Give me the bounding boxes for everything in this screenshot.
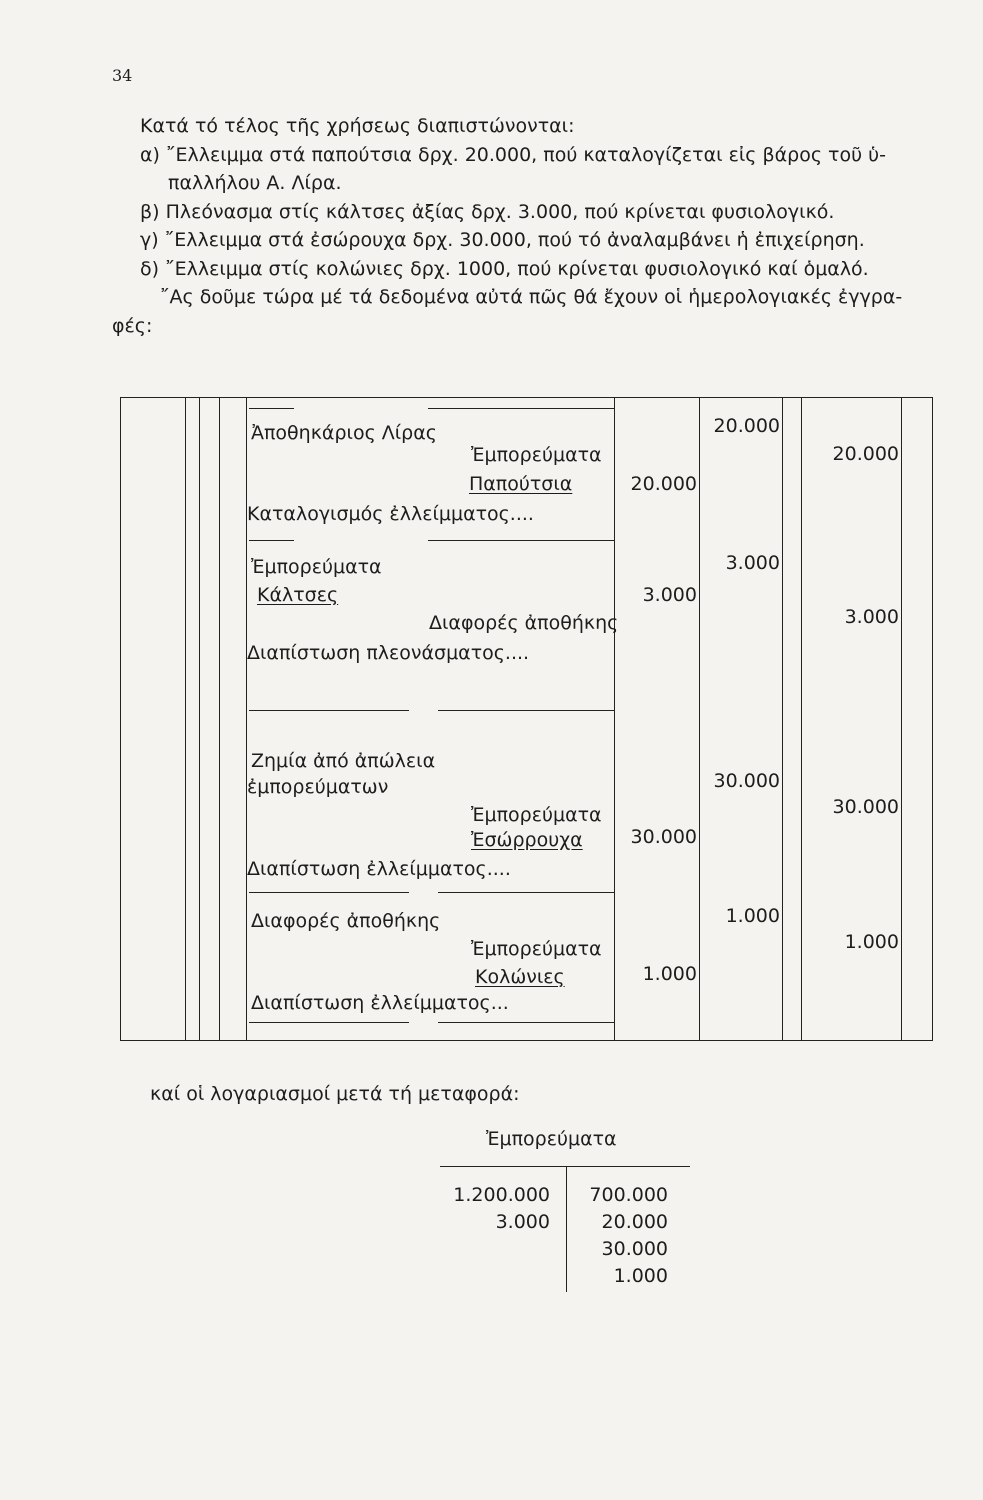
- entry-separator: [249, 1022, 409, 1023]
- entry-separator: [249, 408, 294, 409]
- column-rule: [699, 398, 700, 1040]
- debit-account: Ζημία ἀπό ἀπώλεια: [251, 750, 436, 772]
- credit-account: Διαφορές ἀποθήκης: [429, 612, 619, 634]
- entry-description: Διαπίστωση πλεονάσματος....: [247, 642, 530, 664]
- ledger-debit-column: [440, 1182, 550, 1236]
- entry-separator: [438, 892, 614, 893]
- sub-account: Κάλτσες: [257, 584, 339, 606]
- intro-line: φές:: [112, 314, 153, 337]
- debit-amount: 20.000: [713, 415, 780, 437]
- credit-account: Ἐμπορεύματα: [471, 444, 602, 466]
- column-rule: [185, 398, 186, 1040]
- debit-amount: 30.000: [713, 770, 780, 792]
- page-number: 34: [112, 66, 133, 85]
- sub-amount: 30.000: [630, 826, 697, 848]
- intro-line: γ) ῎Ελλειμμα στά ἐσώρουχα δρχ. 30.000, πού τό ἀναλαμβάνει ἡ ἐπιχείρηση.: [140, 229, 865, 251]
- column-rule: [219, 398, 220, 1040]
- intro-line: ῎Ας δοῦμε τώρα μέ τά δεδομένα αὐτά πῶς θά ἔχουν οἱ ἡμερολογιακές ἐγγρα-: [160, 286, 903, 308]
- entry-description: Διαπίστωση ἐλλείμματος...: [251, 992, 509, 1014]
- intro-line: β) Πλεόνασμα στίς κάλτσες ἀξίας δρχ. 3.000, πού κρίνεται φυσιολογικό.: [140, 200, 835, 223]
- credit-amount: 30.000: [832, 796, 899, 818]
- intro-text: [112, 112, 940, 340]
- column-rule: [901, 398, 902, 1040]
- intro-line: δ) ῎Ελλειμμα στίς κολώνιες δρχ. 1000, πού κρίνεται φυσιολογικό καί ὁμαλό.: [140, 257, 869, 280]
- debit-amount: 3.000: [725, 552, 780, 574]
- sub-account: Ἐσώρρουχα: [471, 829, 583, 851]
- debit-account: ἐμπορεύματων: [247, 776, 389, 798]
- debit-account: Ἐμπορεύματα: [251, 556, 382, 578]
- entry-separator: [249, 540, 294, 541]
- column-rule: [782, 398, 783, 1040]
- entry-separator: [438, 710, 614, 711]
- sub-amount: 3.000: [642, 584, 697, 606]
- intro-line: Κατά τό τέλος τῆς χρήσεως διαπιστώνονται:: [140, 115, 575, 137]
- t-account-center-rule: [566, 1166, 567, 1292]
- entry-separator: [428, 408, 614, 409]
- journal-table: [120, 397, 933, 1041]
- t-account-top-rule: [440, 1166, 690, 1167]
- credit-amount: 1.000: [844, 931, 899, 953]
- ledger-credit-amount: 30.000: [601, 1238, 668, 1260]
- entry-separator: [428, 540, 614, 541]
- entry-separator: [438, 1022, 614, 1023]
- entry-description: Διαπίστωση ἐλλείμματος....: [247, 858, 511, 880]
- sub-amount: 20.000: [630, 473, 697, 495]
- ledger-credit-amount: 700.000: [589, 1184, 668, 1206]
- sub-account: Κολώνιες: [475, 966, 565, 988]
- entry-separator: [249, 892, 409, 893]
- credit-amount: 3.000: [844, 606, 899, 628]
- ledger-credit-column: [570, 1182, 668, 1290]
- sub-amount: 1.000: [642, 963, 697, 985]
- intro-line: α) ῎Ελλειμμα στά παπούτσια δρχ. 20.000, πού καταλογίζεται εἰς βάρος τοῦ ὑ-: [140, 143, 886, 166]
- credit-account: Ἐμπορεύματα: [471, 938, 602, 960]
- debit-account: Ἀποθηκάριος Λίρας: [251, 422, 437, 444]
- entry-separator: [249, 710, 409, 711]
- column-rule: [246, 398, 247, 1040]
- credit-amount: 20.000: [832, 443, 899, 465]
- debit-account: Διαφορές ἀποθήκης: [251, 910, 441, 932]
- column-rule: [199, 398, 200, 1040]
- ledger-title: Ἐμπορεύματα: [486, 1128, 617, 1150]
- entry-description: Καταλογισμός ἐλλείμματος....: [247, 503, 534, 525]
- ledger-debit-amount: 3.000: [495, 1211, 550, 1233]
- ledger-debit-amount: 1.200.000: [453, 1184, 550, 1206]
- credit-account: Ἐμπορεύματα: [471, 804, 602, 826]
- ledger-caption: καί οἱ λογαριασμοί μετά τή μεταφορά:: [150, 1083, 520, 1105]
- ledger-credit-amount: 20.000: [601, 1211, 668, 1233]
- sub-account: Παπούτσια: [469, 473, 573, 495]
- ledger-credit-amount: 1.000: [613, 1265, 668, 1287]
- intro-line: παλλήλου Α. Λίρα.: [168, 172, 342, 194]
- debit-amount: 1.000: [725, 905, 780, 927]
